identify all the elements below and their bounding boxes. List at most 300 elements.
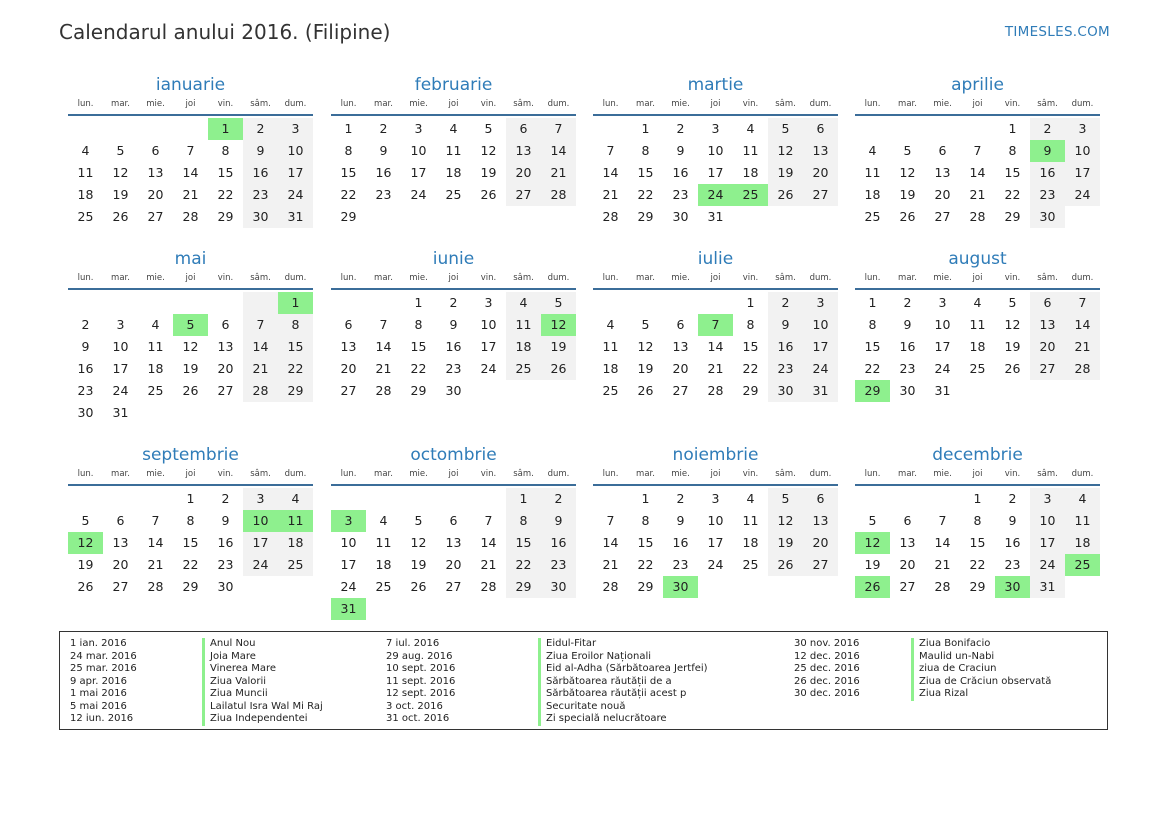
day-cell[interactable]: 20 [506, 162, 541, 184]
day-cell[interactable]: 2 [449, 295, 458, 310]
day-cell[interactable]: 12 [182, 339, 199, 354]
day-cell[interactable]: 8 [746, 317, 755, 332]
day-cell[interactable]: 1 [973, 491, 982, 506]
day-cell[interactable]: 10 [278, 140, 313, 162]
day-cell[interactable]: 12 [637, 339, 654, 354]
day-cell[interactable]: 12 [768, 140, 803, 162]
day-cell[interactable]: 21 [480, 557, 497, 572]
day-cell[interactable]: 4 [278, 488, 313, 510]
day-cell[interactable]: 8 [186, 513, 195, 528]
day-cell[interactable]: 31 [1030, 576, 1065, 598]
day-cell[interactable]: 18 [602, 361, 619, 376]
day-cell[interactable]: 13 [506, 140, 541, 162]
day-cell[interactable]: 13 [672, 339, 689, 354]
day-cell[interactable]: 3 [116, 317, 125, 332]
day-cell[interactable]: 15 [637, 535, 654, 550]
day-cell[interactable]: 29 [969, 579, 986, 594]
day-cell[interactable]: 29 [637, 579, 654, 594]
day-cell[interactable]: 10 [707, 143, 724, 158]
day-cell[interactable]: 1 [641, 121, 650, 136]
day-cell[interactable]: 6 [803, 488, 838, 510]
day-cell[interactable]: 2 [1030, 118, 1065, 140]
day-cell[interactable]: 30 [768, 380, 803, 402]
day-cell[interactable]: 13 [445, 535, 462, 550]
day-cell[interactable]: 13 [934, 165, 951, 180]
day-cell[interactable]: 16 [899, 339, 916, 354]
day-cell[interactable]: 9 [676, 513, 685, 528]
day-cell[interactable]: 21 [243, 358, 278, 380]
day-cell[interactable]: 29 [506, 576, 541, 598]
day-cell[interactable]: 11 [742, 513, 759, 528]
day-cell[interactable]: 20 [899, 557, 916, 572]
day-cell[interactable]: 13 [217, 339, 234, 354]
day-cell[interactable]: 2 [243, 118, 278, 140]
day-cell[interactable]: 8 [221, 143, 230, 158]
holiday-day-cell[interactable]: 5 [173, 314, 208, 336]
holiday-day-cell[interactable]: 30 [663, 576, 698, 598]
day-cell[interactable]: 25 [445, 187, 462, 202]
day-cell[interactable]: 4 [449, 121, 458, 136]
day-cell[interactable]: 27 [147, 209, 164, 224]
day-cell[interactable]: 3 [278, 118, 313, 140]
day-cell[interactable]: 3 [484, 295, 493, 310]
day-cell[interactable]: 27 [803, 184, 838, 206]
day-cell[interactable]: 22 [410, 361, 427, 376]
day-cell[interactable]: 31 [934, 383, 951, 398]
day-cell[interactable]: 10 [1065, 140, 1100, 162]
day-cell[interactable]: 6 [938, 143, 947, 158]
day-cell[interactable]: 24 [112, 383, 129, 398]
day-cell[interactable]: 18 [445, 165, 462, 180]
day-cell[interactable]: 22 [182, 557, 199, 572]
day-cell[interactable]: 8 [973, 513, 982, 528]
day-cell[interactable]: 2 [768, 292, 803, 314]
day-cell[interactable]: 25 [77, 209, 94, 224]
holiday-day-cell[interactable]: 24 [698, 184, 733, 206]
day-cell[interactable]: 14 [707, 339, 724, 354]
day-cell[interactable]: 7 [606, 143, 615, 158]
day-cell[interactable]: 18 [77, 187, 94, 202]
day-cell[interactable]: 14 [182, 165, 199, 180]
day-cell[interactable]: 4 [746, 491, 755, 506]
day-cell[interactable]: 6 [151, 143, 160, 158]
day-cell[interactable]: 1 [506, 488, 541, 510]
day-cell[interactable]: 28 [707, 383, 724, 398]
day-cell[interactable]: 20 [803, 162, 838, 184]
day-cell[interactable]: 14 [602, 535, 619, 550]
day-cell[interactable]: 30 [445, 383, 462, 398]
day-cell[interactable]: 19 [112, 187, 129, 202]
day-cell[interactable]: 15 [217, 165, 234, 180]
day-cell[interactable]: 25 [969, 361, 986, 376]
day-cell[interactable]: 8 [344, 143, 353, 158]
day-cell[interactable]: 7 [379, 317, 388, 332]
day-cell[interactable]: 15 [637, 165, 654, 180]
day-cell[interactable]: 14 [1065, 314, 1100, 336]
day-cell[interactable]: 19 [864, 557, 881, 572]
day-cell[interactable]: 22 [742, 361, 759, 376]
day-cell[interactable]: 18 [1065, 532, 1100, 554]
day-cell[interactable]: 29 [278, 380, 313, 402]
day-cell[interactable]: 10 [934, 317, 951, 332]
day-cell[interactable]: 9 [221, 513, 230, 528]
day-cell[interactable]: 6 [449, 513, 458, 528]
day-cell[interactable]: 28 [147, 579, 164, 594]
day-cell[interactable]: 23 [1004, 557, 1021, 572]
holiday-day-cell[interactable]: 30 [995, 576, 1030, 598]
day-cell[interactable]: 4 [746, 121, 755, 136]
day-cell[interactable]: 18 [969, 339, 986, 354]
day-cell[interactable]: 22 [1004, 187, 1021, 202]
holiday-day-cell[interactable]: 25 [1065, 554, 1100, 576]
holiday-day-cell[interactable]: 11 [278, 510, 313, 532]
day-cell[interactable]: 6 [676, 317, 685, 332]
day-cell[interactable]: 6 [803, 118, 838, 140]
day-cell[interactable]: 19 [410, 557, 427, 572]
day-cell[interactable]: 22 [969, 557, 986, 572]
day-cell[interactable]: 27 [506, 184, 541, 206]
day-cell[interactable]: 2 [81, 317, 90, 332]
day-cell[interactable]: 14 [541, 140, 576, 162]
day-cell[interactable]: 5 [116, 143, 125, 158]
day-cell[interactable]: 5 [768, 118, 803, 140]
day-cell[interactable]: 11 [864, 165, 881, 180]
day-cell[interactable]: 21 [541, 162, 576, 184]
day-cell[interactable]: 25 [278, 554, 313, 576]
day-cell[interactable]: 29 [1004, 209, 1021, 224]
day-cell[interactable]: 25 [506, 358, 541, 380]
day-cell[interactable]: 24 [480, 361, 497, 376]
day-cell[interactable]: 22 [637, 557, 654, 572]
day-cell[interactable]: 17 [410, 165, 427, 180]
day-cell[interactable]: 10 [340, 535, 357, 550]
day-cell[interactable]: 7 [186, 143, 195, 158]
day-cell[interactable]: 16 [1030, 162, 1065, 184]
day-cell[interactable]: 2 [221, 491, 230, 506]
day-cell[interactable]: 29 [742, 383, 759, 398]
day-cell[interactable]: 30 [243, 206, 278, 228]
day-cell[interactable]: 28 [602, 579, 619, 594]
day-cell[interactable]: 6 [344, 317, 353, 332]
day-cell[interactable]: 23 [899, 361, 916, 376]
day-cell[interactable]: 14 [243, 336, 278, 358]
day-cell[interactable]: 17 [278, 162, 313, 184]
day-cell[interactable]: 1 [746, 295, 755, 310]
day-cell[interactable]: 6 [116, 513, 125, 528]
day-cell[interactable]: 1 [414, 295, 423, 310]
holiday-day-cell[interactable]: 26 [855, 576, 890, 598]
day-cell[interactable]: 28 [182, 209, 199, 224]
day-cell[interactable]: 1 [186, 491, 195, 506]
day-cell[interactable]: 2 [676, 121, 685, 136]
day-cell[interactable]: 21 [1065, 336, 1100, 358]
day-cell[interactable]: 21 [147, 557, 164, 572]
day-cell[interactable]: 14 [934, 535, 951, 550]
day-cell[interactable]: 27 [672, 383, 689, 398]
day-cell[interactable]: 7 [606, 513, 615, 528]
day-cell[interactable]: 21 [375, 361, 392, 376]
day-cell[interactable]: 7 [484, 513, 493, 528]
day-cell[interactable]: 16 [672, 535, 689, 550]
holiday-day-cell[interactable]: 12 [68, 532, 103, 554]
day-cell[interactable]: 15 [410, 339, 427, 354]
day-cell[interactable]: 19 [182, 361, 199, 376]
day-cell[interactable]: 1 [641, 491, 650, 506]
day-cell[interactable]: 26 [77, 579, 94, 594]
day-cell[interactable]: 17 [1030, 532, 1065, 554]
day-cell[interactable]: 16 [77, 361, 94, 376]
day-cell[interactable]: 12 [768, 510, 803, 532]
day-cell[interactable]: 5 [641, 317, 650, 332]
day-cell[interactable]: 18 [147, 361, 164, 376]
day-cell[interactable]: 11 [602, 339, 619, 354]
day-cell[interactable]: 6 [221, 317, 230, 332]
day-cell[interactable]: 31 [112, 405, 129, 420]
day-cell[interactable]: 14 [602, 165, 619, 180]
day-cell[interactable]: 4 [1065, 488, 1100, 510]
day-cell[interactable]: 20 [803, 532, 838, 554]
day-cell[interactable]: 5 [903, 143, 912, 158]
day-cell[interactable]: 9 [81, 339, 90, 354]
brand-link[interactable]: TIMESLES.COM [1004, 24, 1110, 40]
day-cell[interactable]: 18 [864, 187, 881, 202]
day-cell[interactable]: 22 [637, 187, 654, 202]
day-cell[interactable]: 7 [973, 143, 982, 158]
day-cell[interactable]: 5 [414, 513, 423, 528]
day-cell[interactable]: 26 [899, 209, 916, 224]
day-cell[interactable]: 12 [480, 143, 497, 158]
day-cell[interactable]: 18 [375, 557, 392, 572]
day-cell[interactable]: 26 [1004, 361, 1021, 376]
day-cell[interactable]: 25 [602, 383, 619, 398]
day-cell[interactable]: 15 [969, 535, 986, 550]
day-cell[interactable]: 30 [1030, 206, 1065, 228]
day-cell[interactable]: 2 [903, 295, 912, 310]
day-cell[interactable]: 31 [803, 380, 838, 402]
day-cell[interactable]: 28 [243, 380, 278, 402]
day-cell[interactable]: 20 [934, 187, 951, 202]
day-cell[interactable]: 18 [742, 535, 759, 550]
day-cell[interactable]: 13 [803, 510, 838, 532]
day-cell[interactable]: 9 [903, 317, 912, 332]
day-cell[interactable]: 24 [707, 557, 724, 572]
day-cell[interactable]: 24 [1065, 184, 1100, 206]
day-cell[interactable]: 26 [768, 554, 803, 576]
day-cell[interactable]: 21 [707, 361, 724, 376]
day-cell[interactable]: 28 [375, 383, 392, 398]
day-cell[interactable]: 16 [217, 535, 234, 550]
day-cell[interactable]: 22 [506, 554, 541, 576]
day-cell[interactable]: 16 [541, 532, 576, 554]
day-cell[interactable]: 29 [410, 383, 427, 398]
holiday-day-cell[interactable]: 12 [855, 532, 890, 554]
day-cell[interactable]: 8 [278, 314, 313, 336]
day-cell[interactable]: 25 [147, 383, 164, 398]
day-cell[interactable]: 25 [864, 209, 881, 224]
day-cell[interactable]: 3 [938, 295, 947, 310]
day-cell[interactable]: 3 [1065, 118, 1100, 140]
day-cell[interactable]: 17 [243, 532, 278, 554]
day-cell[interactable]: 17 [112, 361, 129, 376]
day-cell[interactable]: 5 [541, 292, 576, 314]
day-cell[interactable]: 15 [1004, 165, 1021, 180]
day-cell[interactable]: 29 [182, 579, 199, 594]
day-cell[interactable]: 11 [1065, 510, 1100, 532]
day-cell[interactable]: 19 [77, 557, 94, 572]
day-cell[interactable]: 9 [379, 143, 388, 158]
day-cell[interactable]: 2 [1008, 491, 1017, 506]
day-cell[interactable]: 26 [182, 383, 199, 398]
day-cell[interactable]: 17 [707, 535, 724, 550]
day-cell[interactable]: 16 [445, 339, 462, 354]
day-cell[interactable]: 28 [480, 579, 497, 594]
holiday-day-cell[interactable]: 3 [331, 510, 366, 532]
day-cell[interactable]: 7 [541, 118, 576, 140]
day-cell[interactable]: 31 [707, 209, 724, 224]
day-cell[interactable]: 15 [340, 165, 357, 180]
day-cell[interactable]: 25 [742, 557, 759, 572]
day-cell[interactable]: 5 [1008, 295, 1017, 310]
holiday-day-cell[interactable]: 10 [243, 510, 278, 532]
day-cell[interactable]: 23 [375, 187, 392, 202]
day-cell[interactable]: 29 [340, 209, 357, 224]
day-cell[interactable]: 1 [868, 295, 877, 310]
day-cell[interactable]: 3 [414, 121, 423, 136]
day-cell[interactable]: 10 [410, 143, 427, 158]
day-cell[interactable]: 7 [243, 314, 278, 336]
day-cell[interactable]: 1 [344, 121, 353, 136]
day-cell[interactable]: 11 [375, 535, 392, 550]
day-cell[interactable]: 24 [278, 184, 313, 206]
day-cell[interactable]: 18 [278, 532, 313, 554]
day-cell[interactable]: 28 [1065, 358, 1100, 380]
day-cell[interactable]: 24 [243, 554, 278, 576]
day-cell[interactable]: 19 [637, 361, 654, 376]
day-cell[interactable]: 18 [742, 165, 759, 180]
day-cell[interactable]: 11 [506, 314, 541, 336]
day-cell[interactable]: 30 [899, 383, 916, 398]
day-cell[interactable]: 8 [641, 513, 650, 528]
day-cell[interactable]: 23 [77, 383, 94, 398]
day-cell[interactable]: 11 [445, 143, 462, 158]
day-cell[interactable]: 17 [934, 339, 951, 354]
day-cell[interactable]: 9 [768, 314, 803, 336]
day-cell[interactable]: 22 [864, 361, 881, 376]
day-cell[interactable]: 18 [506, 336, 541, 358]
day-cell[interactable]: 20 [340, 361, 357, 376]
day-cell[interactable]: 20 [1030, 336, 1065, 358]
day-cell[interactable]: 8 [868, 317, 877, 332]
day-cell[interactable]: 23 [1030, 184, 1065, 206]
day-cell[interactable]: 7 [938, 513, 947, 528]
day-cell[interactable]: 30 [217, 579, 234, 594]
day-cell[interactable]: 17 [803, 336, 838, 358]
day-cell[interactable]: 19 [541, 336, 576, 358]
day-cell[interactable]: 28 [969, 209, 986, 224]
day-cell[interactable]: 3 [711, 121, 720, 136]
day-cell[interactable]: 11 [77, 165, 94, 180]
day-cell[interactable]: 15 [864, 339, 881, 354]
day-cell[interactable]: 19 [1004, 339, 1021, 354]
day-cell[interactable]: 27 [445, 579, 462, 594]
day-cell[interactable]: 15 [182, 535, 199, 550]
day-cell[interactable]: 24 [1030, 554, 1065, 576]
day-cell[interactable]: 4 [506, 292, 541, 314]
day-cell[interactable]: 2 [379, 121, 388, 136]
day-cell[interactable]: 23 [445, 361, 462, 376]
day-cell[interactable]: 10 [480, 317, 497, 332]
day-cell[interactable]: 6 [506, 118, 541, 140]
day-cell[interactable]: 6 [1030, 292, 1065, 314]
day-cell[interactable]: 14 [480, 535, 497, 550]
day-cell[interactable]: 11 [969, 317, 986, 332]
day-cell[interactable]: 9 [676, 143, 685, 158]
day-cell[interactable]: 23 [541, 554, 576, 576]
day-cell[interactable]: 30 [541, 576, 576, 598]
day-cell[interactable]: 13 [112, 535, 129, 550]
day-cell[interactable]: 14 [375, 339, 392, 354]
day-cell[interactable]: 9 [541, 510, 576, 532]
day-cell[interactable]: 27 [934, 209, 951, 224]
day-cell[interactable]: 21 [182, 187, 199, 202]
day-cell[interactable]: 26 [637, 383, 654, 398]
day-cell[interactable]: 23 [672, 557, 689, 572]
day-cell[interactable]: 3 [803, 292, 838, 314]
day-cell[interactable]: 28 [602, 209, 619, 224]
day-cell[interactable]: 11 [742, 143, 759, 158]
day-cell[interactable]: 13 [147, 165, 164, 180]
day-cell[interactable]: 30 [77, 405, 94, 420]
day-cell[interactable]: 27 [112, 579, 129, 594]
holiday-day-cell[interactable]: 7 [698, 314, 733, 336]
holiday-day-cell[interactable]: 31 [331, 598, 366, 620]
day-cell[interactable]: 26 [768, 184, 803, 206]
day-cell[interactable]: 20 [672, 361, 689, 376]
day-cell[interactable]: 21 [934, 557, 951, 572]
day-cell[interactable]: 3 [1030, 488, 1065, 510]
day-cell[interactable]: 5 [484, 121, 493, 136]
day-cell[interactable]: 16 [672, 165, 689, 180]
day-cell[interactable]: 23 [768, 358, 803, 380]
day-cell[interactable]: 8 [506, 510, 541, 532]
day-cell[interactable]: 4 [973, 295, 982, 310]
day-cell[interactable]: 17 [480, 339, 497, 354]
day-cell[interactable]: 4 [868, 143, 877, 158]
day-cell[interactable]: 27 [899, 579, 916, 594]
day-cell[interactable]: 20 [112, 557, 129, 572]
day-cell[interactable]: 24 [340, 579, 357, 594]
holiday-day-cell[interactable]: 9 [1030, 140, 1065, 162]
holiday-day-cell[interactable]: 29 [855, 380, 890, 402]
day-cell[interactable]: 13 [803, 140, 838, 162]
day-cell[interactable]: 24 [934, 361, 951, 376]
day-cell[interactable]: 23 [243, 184, 278, 206]
day-cell[interactable]: 15 [506, 532, 541, 554]
day-cell[interactable]: 12 [410, 535, 427, 550]
day-cell[interactable]: 14 [147, 535, 164, 550]
day-cell[interactable]: 4 [606, 317, 615, 332]
day-cell[interactable]: 5 [768, 488, 803, 510]
day-cell[interactable]: 17 [340, 557, 357, 572]
day-cell[interactable]: 8 [641, 143, 650, 158]
day-cell[interactable]: 4 [81, 143, 90, 158]
day-cell[interactable]: 26 [541, 358, 576, 380]
day-cell[interactable]: 20 [147, 187, 164, 202]
holiday-day-cell[interactable]: 1 [278, 292, 313, 314]
day-cell[interactable]: 27 [217, 383, 234, 398]
day-cell[interactable]: 11 [147, 339, 164, 354]
day-cell[interactable]: 16 [375, 165, 392, 180]
